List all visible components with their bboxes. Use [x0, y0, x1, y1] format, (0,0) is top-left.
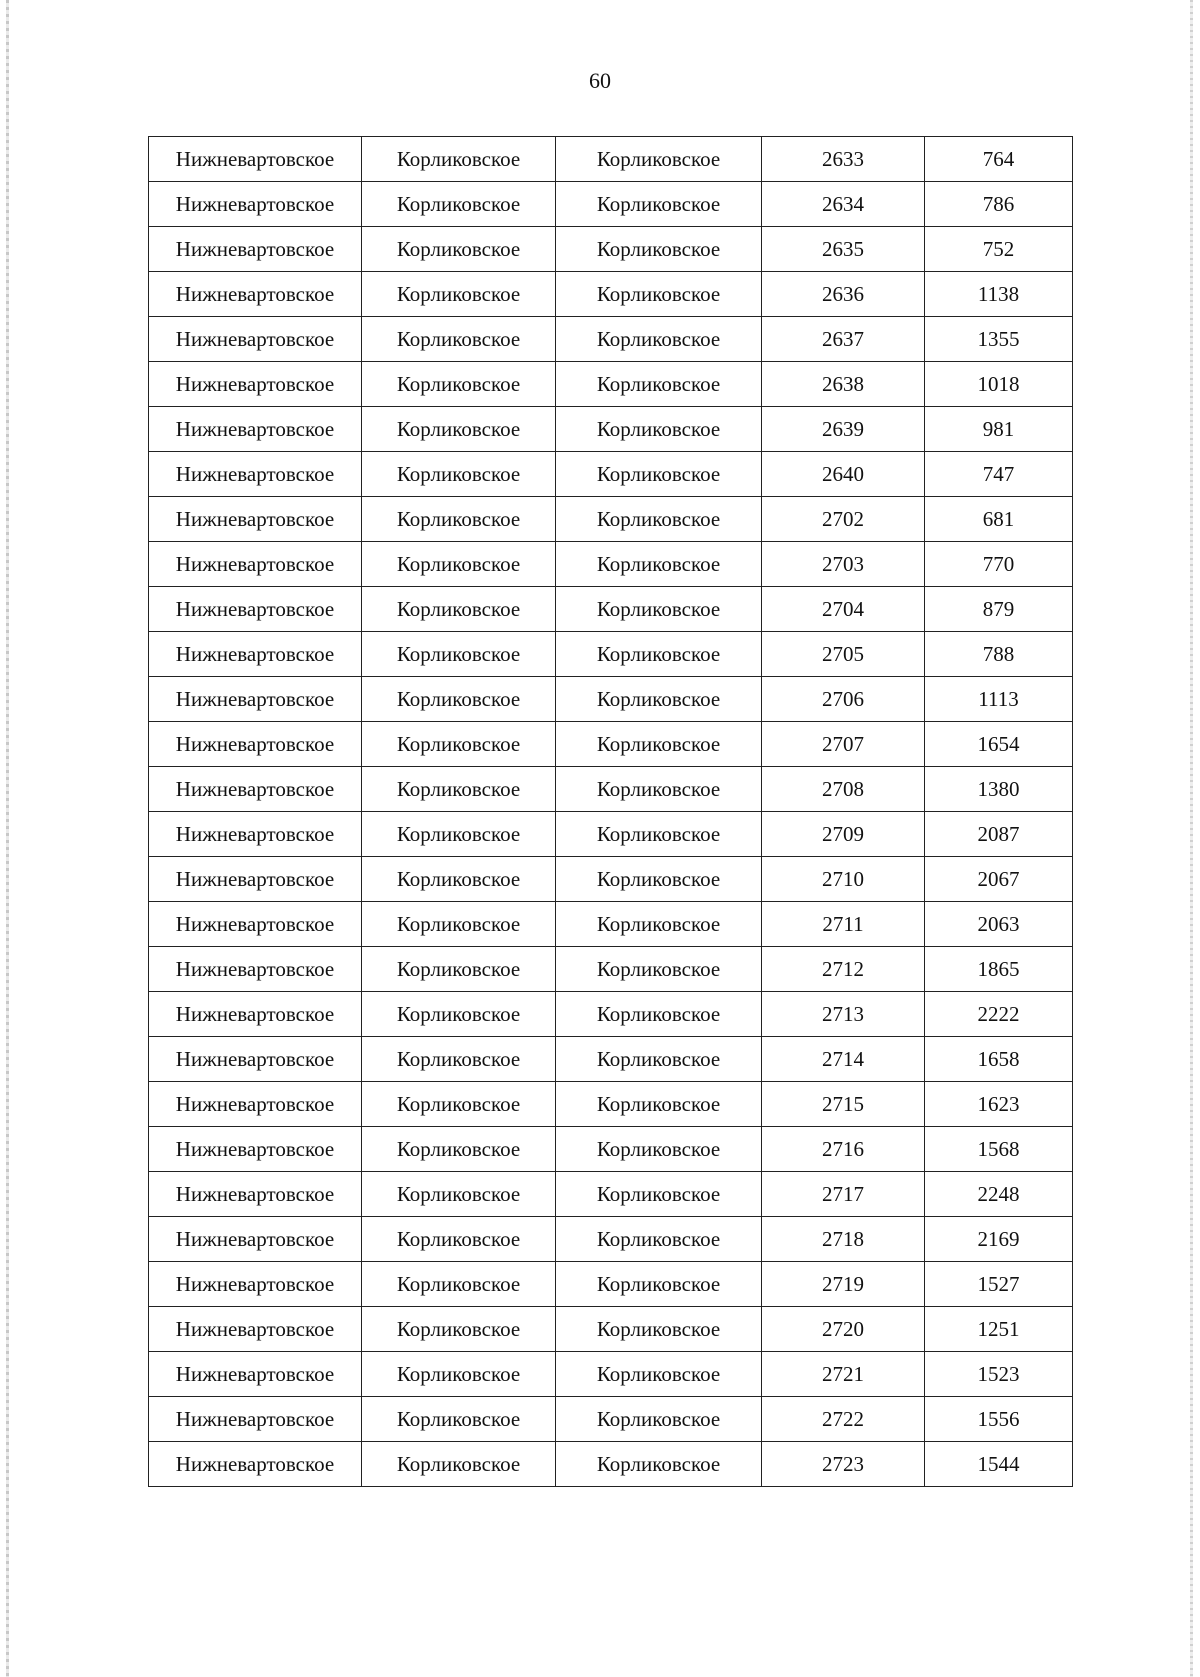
table-row	[149, 947, 1073, 992]
cell-well-number: 2705	[762, 632, 925, 677]
cell-field: Корликовское	[362, 407, 556, 452]
cell-object: Корликовское	[556, 1442, 762, 1487]
cell-region: Нижневартовское	[149, 992, 362, 1037]
cell-field: Корликовское	[362, 1217, 556, 1262]
cell-well-number: 2721	[762, 1352, 925, 1397]
cell-field: Корликовское	[362, 1082, 556, 1127]
cell-value: 786	[925, 182, 1073, 227]
cell-object: Корликовское	[556, 722, 762, 767]
cell-field: Корликовское	[362, 812, 556, 857]
cell-well-number: 2638	[762, 362, 925, 407]
table-row	[149, 1037, 1073, 1082]
table-row	[149, 632, 1073, 677]
cell-value: 2063	[925, 902, 1073, 947]
cell-well-number: 2702	[762, 497, 925, 542]
cell-region: Нижневартовское	[149, 182, 362, 227]
cell-region: Нижневартовское	[149, 362, 362, 407]
cell-well-number: 2715	[762, 1082, 925, 1127]
cell-region: Нижневартовское	[149, 767, 362, 812]
cell-value: 2067	[925, 857, 1073, 902]
cell-value: 681	[925, 497, 1073, 542]
cell-region: Нижневартовское	[149, 1307, 362, 1352]
cell-well-number: 2707	[762, 722, 925, 767]
cell-field: Корликовское	[362, 857, 556, 902]
cell-region: Нижневартовское	[149, 1082, 362, 1127]
cell-field: Корликовское	[362, 722, 556, 767]
cell-field: Корликовское	[362, 1127, 556, 1172]
cell-value: 788	[925, 632, 1073, 677]
cell-region: Нижневартовское	[149, 227, 362, 272]
scan-edge-right	[1190, 0, 1193, 1677]
cell-region: Нижневартовское	[149, 1037, 362, 1082]
cell-object: Корликовское	[556, 857, 762, 902]
cell-well-number: 2712	[762, 947, 925, 992]
cell-object: Корликовское	[556, 632, 762, 677]
cell-region: Нижневартовское	[149, 1127, 362, 1172]
cell-value: 764	[925, 137, 1073, 182]
table-row	[149, 677, 1073, 722]
table-row	[149, 1397, 1073, 1442]
table-row	[149, 587, 1073, 632]
cell-value: 1623	[925, 1082, 1073, 1127]
table-row	[149, 722, 1073, 767]
table-row	[149, 1217, 1073, 1262]
cell-well-number: 2723	[762, 1442, 925, 1487]
table-row	[149, 137, 1073, 182]
cell-field: Корликовское	[362, 632, 556, 677]
cell-value: 1527	[925, 1262, 1073, 1307]
cell-value: 770	[925, 542, 1073, 587]
cell-region: Нижневартовское	[149, 812, 362, 857]
cell-value: 981	[925, 407, 1073, 452]
cell-field: Корликовское	[362, 767, 556, 812]
cell-region: Нижневартовское	[149, 632, 362, 677]
cell-value: 1355	[925, 317, 1073, 362]
cell-region: Нижневартовское	[149, 902, 362, 947]
cell-value: 2248	[925, 1172, 1073, 1217]
cell-region: Нижневартовское	[149, 452, 362, 497]
cell-region: Нижневартовское	[149, 947, 362, 992]
cell-well-number: 2714	[762, 1037, 925, 1082]
cell-object: Корликовское	[556, 1307, 762, 1352]
cell-value: 1018	[925, 362, 1073, 407]
cell-object: Корликовское	[556, 812, 762, 857]
cell-region: Нижневартовское	[149, 1172, 362, 1217]
cell-region: Нижневартовское	[149, 677, 362, 722]
cell-well-number: 2720	[762, 1307, 925, 1352]
cell-object: Корликовское	[556, 1172, 762, 1217]
cell-field: Корликовское	[362, 272, 556, 317]
table-row	[149, 362, 1073, 407]
cell-well-number: 2706	[762, 677, 925, 722]
cell-region: Нижневартовское	[149, 542, 362, 587]
cell-field: Корликовское	[362, 542, 556, 587]
cell-value: 1544	[925, 1442, 1073, 1487]
cell-field: Корликовское	[362, 227, 556, 272]
table-row	[149, 1262, 1073, 1307]
cell-object: Корликовское	[556, 1397, 762, 1442]
cell-object: Корликовское	[556, 407, 762, 452]
cell-region: Нижневартовское	[149, 857, 362, 902]
table-row	[149, 1172, 1073, 1217]
cell-value: 2169	[925, 1217, 1073, 1262]
cell-value: 1865	[925, 947, 1073, 992]
cell-value: 1568	[925, 1127, 1073, 1172]
cell-field: Корликовское	[362, 1172, 556, 1217]
cell-region: Нижневартовское	[149, 1442, 362, 1487]
cell-field: Корликовское	[362, 1307, 556, 1352]
cell-object: Корликовское	[556, 1082, 762, 1127]
table-row	[149, 767, 1073, 812]
cell-object: Корликовское	[556, 1217, 762, 1262]
cell-well-number: 2713	[762, 992, 925, 1037]
table-row	[149, 857, 1073, 902]
cell-object: Корликовское	[556, 1037, 762, 1082]
cell-field: Корликовское	[362, 902, 556, 947]
cell-object: Корликовское	[556, 317, 762, 362]
cell-object: Корликовское	[556, 767, 762, 812]
cell-value: 1654	[925, 722, 1073, 767]
cell-well-number: 2722	[762, 1397, 925, 1442]
cell-object: Корликовское	[556, 902, 762, 947]
cell-value: 1658	[925, 1037, 1073, 1082]
cell-well-number: 2709	[762, 812, 925, 857]
cell-object: Корликовское	[556, 137, 762, 182]
cell-value: 747	[925, 452, 1073, 497]
cell-field: Корликовское	[362, 1352, 556, 1397]
cell-object: Корликовское	[556, 587, 762, 632]
cell-value: 1556	[925, 1397, 1073, 1442]
cell-region: Нижневартовское	[149, 137, 362, 182]
table-body	[149, 137, 1073, 1487]
cell-value: 1380	[925, 767, 1073, 812]
cell-well-number: 2640	[762, 452, 925, 497]
cell-field: Корликовское	[362, 182, 556, 227]
cell-object: Корликовское	[556, 1352, 762, 1397]
cell-well-number: 2711	[762, 902, 925, 947]
cell-value: 1251	[925, 1307, 1073, 1352]
cell-object: Корликовское	[556, 947, 762, 992]
table-row	[149, 1352, 1073, 1397]
cell-value: 1523	[925, 1352, 1073, 1397]
cell-field: Корликовское	[362, 452, 556, 497]
cell-field: Корликовское	[362, 947, 556, 992]
table-row	[149, 407, 1073, 452]
cell-region: Нижневартовское	[149, 497, 362, 542]
cell-value: 2222	[925, 992, 1073, 1037]
cell-object: Корликовское	[556, 182, 762, 227]
cell-field: Корликовское	[362, 1262, 556, 1307]
cell-value: 1138	[925, 272, 1073, 317]
cell-field: Корликовское	[362, 362, 556, 407]
cell-well-number: 2703	[762, 542, 925, 587]
cell-object: Корликовское	[556, 452, 762, 497]
cell-value: 1113	[925, 677, 1073, 722]
scan-edge-left	[6, 0, 9, 1677]
table-row	[149, 1082, 1073, 1127]
table-row	[149, 497, 1073, 542]
cell-value: 752	[925, 227, 1073, 272]
table-row	[149, 182, 1073, 227]
cell-field: Корликовское	[362, 992, 556, 1037]
cell-field: Корликовское	[362, 587, 556, 632]
cell-object: Корликовское	[556, 497, 762, 542]
cell-region: Нижневартовское	[149, 722, 362, 767]
cell-value: 879	[925, 587, 1073, 632]
cell-object: Корликовское	[556, 362, 762, 407]
cell-field: Корликовское	[362, 1037, 556, 1082]
cell-object: Корликовское	[556, 1127, 762, 1172]
cell-well-number: 2716	[762, 1127, 925, 1172]
cell-region: Нижневартовское	[149, 317, 362, 362]
cell-well-number: 2704	[762, 587, 925, 632]
cell-well-number: 2635	[762, 227, 925, 272]
cell-well-number: 2636	[762, 272, 925, 317]
cell-well-number: 2719	[762, 1262, 925, 1307]
page-number: 60	[589, 68, 611, 93]
cell-well-number: 2639	[762, 407, 925, 452]
cell-object: Корликовское	[556, 227, 762, 272]
table-row	[149, 317, 1073, 362]
cell-value: 2087	[925, 812, 1073, 857]
cell-region: Нижневартовское	[149, 1397, 362, 1442]
table-row	[149, 1307, 1073, 1352]
cell-region: Нижневартовское	[149, 1352, 362, 1397]
table-row	[149, 452, 1073, 497]
table-row	[149, 542, 1073, 587]
cell-region: Нижневартовское	[149, 1217, 362, 1262]
table-row	[149, 272, 1073, 317]
cell-field: Корликовское	[362, 137, 556, 182]
cell-object: Корликовское	[556, 992, 762, 1037]
cell-object: Корликовское	[556, 1262, 762, 1307]
table-row	[149, 1442, 1073, 1487]
cell-object: Корликовское	[556, 272, 762, 317]
data-table	[148, 136, 1073, 1487]
cell-field: Корликовское	[362, 1442, 556, 1487]
cell-field: Корликовское	[362, 1397, 556, 1442]
cell-object: Корликовское	[556, 542, 762, 587]
cell-region: Нижневартовское	[149, 407, 362, 452]
table-row	[149, 227, 1073, 272]
table-row	[149, 812, 1073, 857]
table-row	[149, 992, 1073, 1037]
cell-well-number: 2708	[762, 767, 925, 812]
cell-region: Нижневартовское	[149, 1262, 362, 1307]
table-row	[149, 902, 1073, 947]
cell-region: Нижневартовское	[149, 587, 362, 632]
cell-well-number: 2637	[762, 317, 925, 362]
cell-field: Корликовское	[362, 677, 556, 722]
cell-well-number: 2717	[762, 1172, 925, 1217]
cell-well-number: 2718	[762, 1217, 925, 1262]
cell-well-number: 2634	[762, 182, 925, 227]
cell-well-number: 2710	[762, 857, 925, 902]
cell-region: Нижневартовское	[149, 272, 362, 317]
cell-well-number: 2633	[762, 137, 925, 182]
table-row	[149, 1127, 1073, 1172]
cell-field: Корликовское	[362, 317, 556, 362]
cell-object: Корликовское	[556, 677, 762, 722]
cell-field: Корликовское	[362, 497, 556, 542]
